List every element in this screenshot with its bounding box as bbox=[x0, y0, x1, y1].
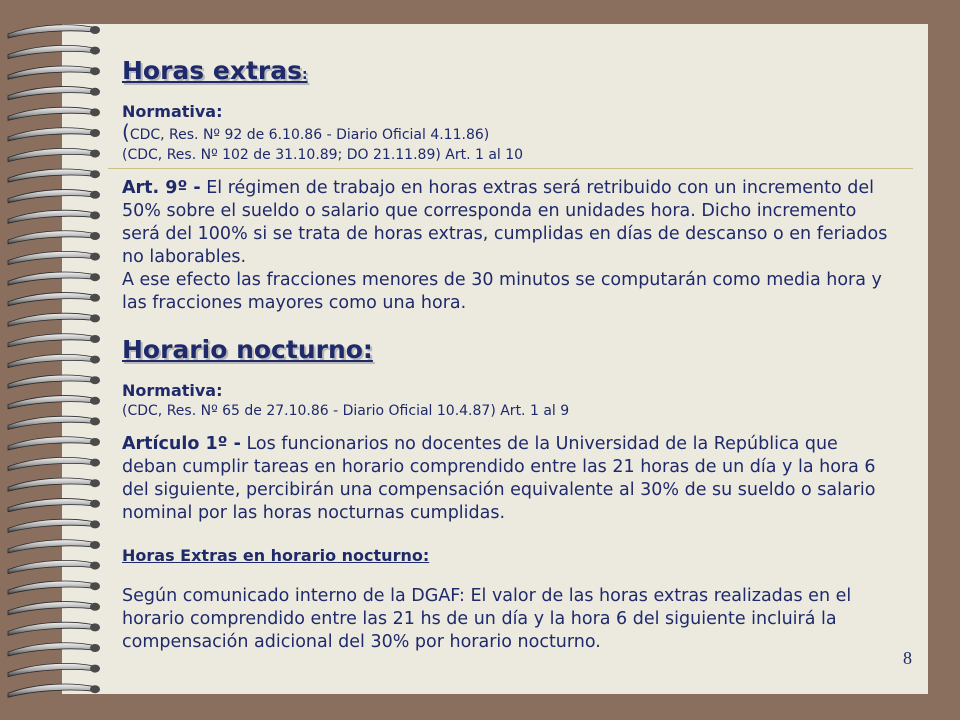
binding-ring bbox=[8, 560, 100, 573]
binding-ring bbox=[8, 334, 100, 347]
article-9-text: Art. 9º - El régimen de trabajo en horas extras será retribuido con un incremento del 50% sobre el sueldo o salario que corresponda en unidades hora. Dicho incremento será del 100% si se trata de horas extras, cumplidas en días de descanso o en feriados no laborables. bbox=[122, 178, 888, 267]
binding-ring bbox=[8, 293, 100, 306]
binding-ring bbox=[8, 210, 100, 223]
binding-ring bbox=[8, 66, 100, 79]
normativa-ref-3: (CDC, Res. Nº 65 de 27.10.86 - Diario Oficial 10.4.87) Art. 1 al 9 bbox=[122, 403, 570, 419]
binding-ring bbox=[8, 519, 100, 532]
binding-ring bbox=[8, 251, 100, 264]
binding-ring bbox=[8, 87, 100, 100]
article-9-text-2: A ese efecto las fracciones menores de 30 minutos se computarán como media hora y las fracciones mayores como una hora. bbox=[122, 270, 882, 313]
binding-ring bbox=[8, 354, 100, 367]
binding-ring bbox=[8, 581, 100, 594]
binding-ring bbox=[8, 478, 100, 491]
binding-ring bbox=[8, 643, 100, 656]
slide-content bbox=[122, 52, 892, 654]
normativa-label: Normativa: bbox=[122, 381, 223, 400]
binding-ring bbox=[8, 231, 100, 244]
normativa-label: Normativa: bbox=[122, 102, 223, 121]
binding-ring bbox=[8, 148, 100, 161]
binding-ring bbox=[8, 622, 100, 635]
article-1-text: Artículo 1º - Los funcionarios no docentes de la Universidad de la República que deban cumplir tareas en horario comprendido entre las 21 horas de un día y la hora 6 del siguiente, percibirán una compensación equivalente al 30% de su sueldo o salario nominal por las horas nocturnas cumplidas. bbox=[122, 434, 876, 523]
binding-ring bbox=[8, 416, 100, 429]
page-number: 8 bbox=[903, 648, 912, 668]
binding-ring bbox=[8, 169, 100, 182]
section-title-horario-nocturno: Horario nocturno: bbox=[122, 335, 373, 364]
section-title-horas-extras: Horas extras: bbox=[122, 56, 308, 85]
binding-ring bbox=[8, 25, 100, 38]
binding-ring bbox=[8, 190, 100, 203]
normativa-ref-2: (CDC, Res. Nº 102 de 31.10.89; DO 21.11.89) Art. 1 al 10 bbox=[122, 147, 524, 163]
binding-ring bbox=[8, 128, 100, 141]
binding-ring bbox=[8, 107, 100, 120]
dgaf-communique-text: Según comunicado interno de la DGAF: El valor de las horas extras realizadas en el horario comprendido entre las 21 hs de un día y la hora 6 del siguiente incluirá la compensación adicional del 30% por horario nocturno. bbox=[122, 586, 852, 652]
binding-ring bbox=[8, 45, 100, 58]
binding-ring bbox=[8, 663, 100, 676]
binding-ring bbox=[8, 272, 100, 285]
binding-ring bbox=[8, 457, 100, 470]
spiral-binding bbox=[0, 18, 110, 708]
binding-ring bbox=[8, 437, 100, 450]
binding-ring bbox=[8, 602, 100, 615]
section-title-horas-extras-nocturno: Horas Extras en horario nocturno: bbox=[122, 546, 430, 565]
binding-ring bbox=[8, 540, 100, 553]
normativa-ref-1: (CDC, Res. Nº 92 de 6.10.86 - Diario Oficial 4.11.86) bbox=[122, 120, 490, 144]
binding-ring bbox=[8, 396, 100, 409]
binding-ring bbox=[8, 499, 100, 512]
binding-ring bbox=[8, 684, 100, 697]
binding-ring bbox=[8, 313, 100, 326]
binding-ring bbox=[8, 375, 100, 388]
